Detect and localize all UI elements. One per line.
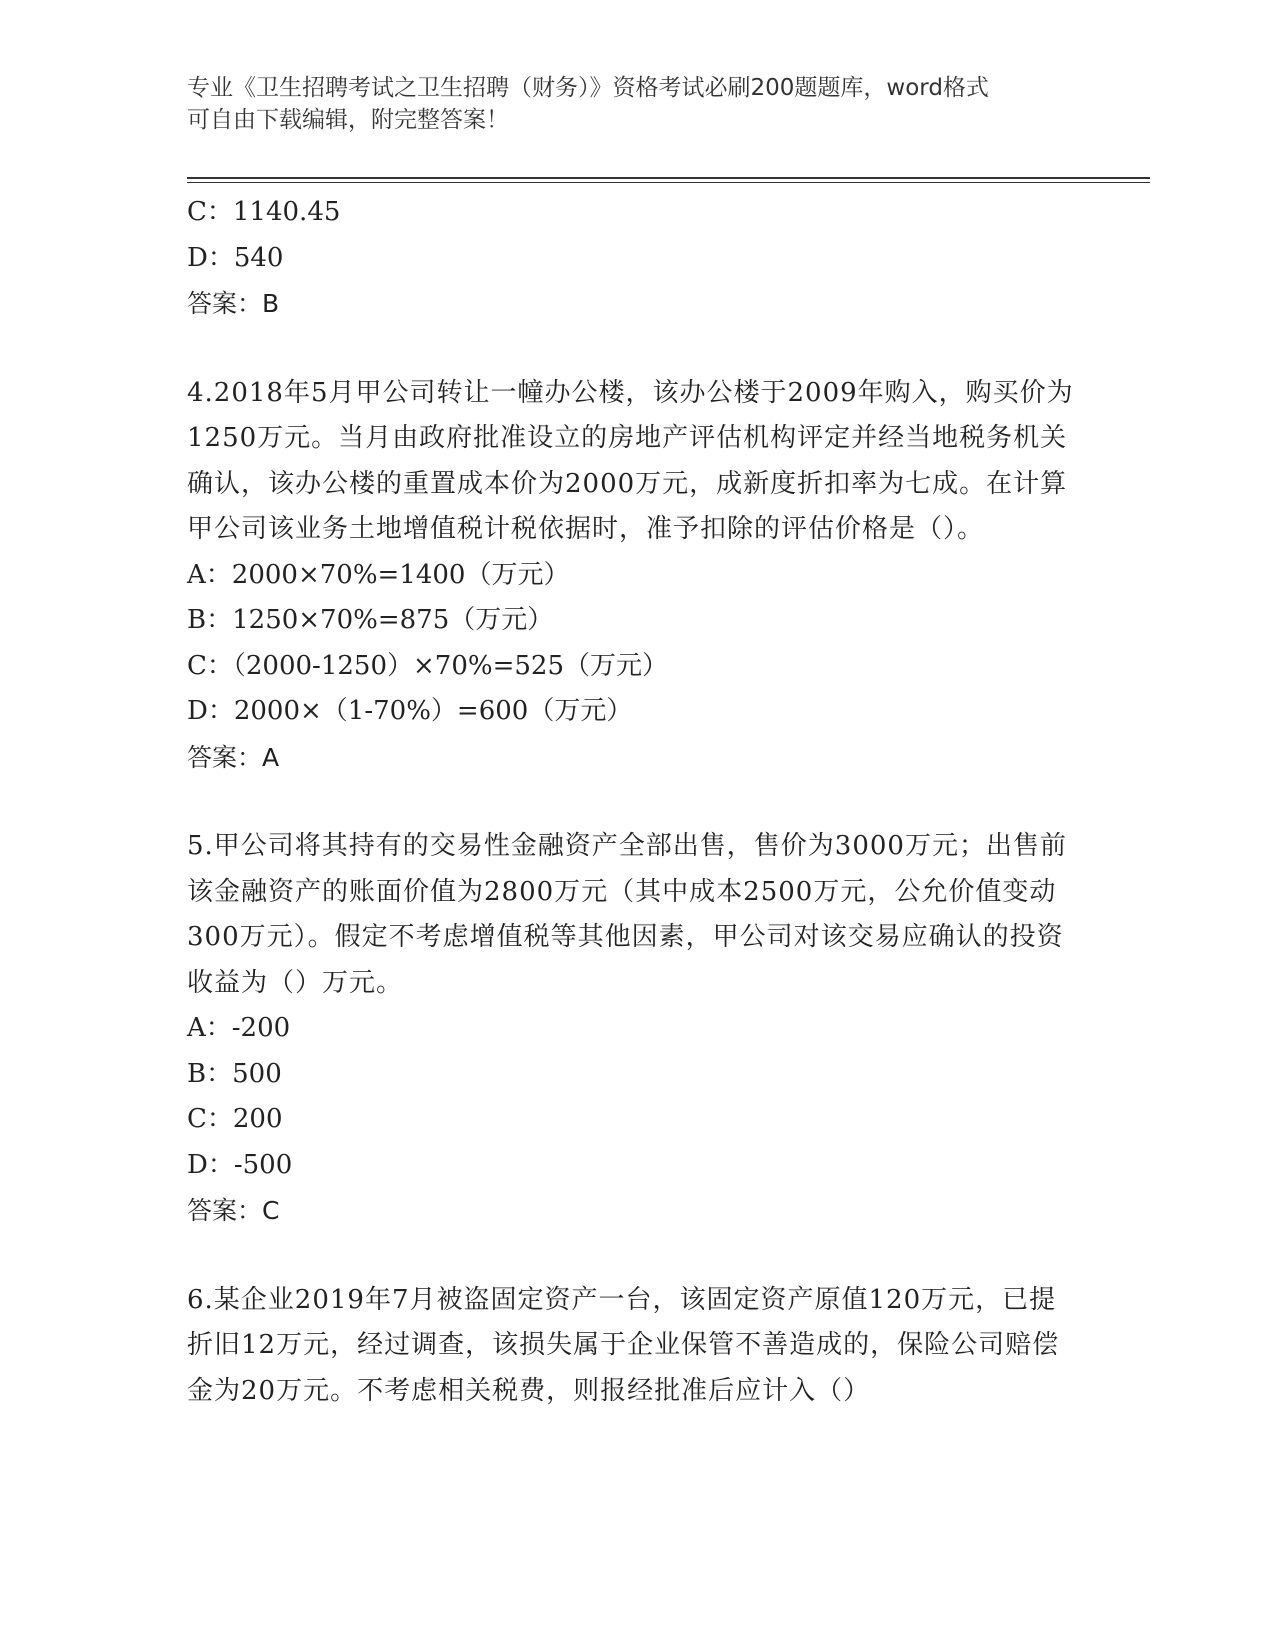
question-stem: 4.2018年5月甲公司转让一幢办公楼，该办公楼于2009年购入，购买价为1250万元。当月由政府批准设立的房地产评估机构评定并经当地税务机关确认，该办公楼的重置成本价为2000万元，成新度折扣率为七成。在计算甲公司该业务土地增值税计税依据时，准予扣除的评估价格是（）。 xyxy=(187,377,1074,544)
header-divider xyxy=(187,177,1150,179)
option-a: A：2000×70%=1400（万元） xyxy=(187,559,570,590)
option-a: A：-200 xyxy=(187,1013,291,1043)
question-content xyxy=(187,190,1077,1414)
answer: 答案：B xyxy=(187,289,280,318)
header-divider-thin xyxy=(187,182,1150,183)
answer: 答案：C xyxy=(187,1196,280,1225)
previous-question-tail xyxy=(187,190,1077,327)
option-d: D：2000×（1-70%）=600（万元） xyxy=(187,696,633,726)
option-b: B：1250×70%=875（万元） xyxy=(187,605,554,635)
question-stem: 5.甲公司将其持有的交易性金融资产全部出售，售价为3000万元；出售前该金融资产的账面价值为2800万元（其中成本2500万元，公允价值变动300万元）。假定不考虑增值税等其他因素，甲公司对该交易应确认的投资收益为（）万元。 xyxy=(187,831,1067,998)
option-b: B：500 xyxy=(187,1058,282,1089)
question-stem: 6.某企业2019年7月被盗固定资产一台，该固定资产原值120万元，已提折旧12万元，经过调查，该损失属于企业保管不善造成的，保险公司赔偿金为20万元。不考虑相关税费，则报经批准后应计入（） xyxy=(187,1284,1060,1406)
option-d: D：540 xyxy=(187,242,284,273)
option-c: C：（2000-1250）×70%=525（万元） xyxy=(187,650,669,681)
header-line-1: 专业《卫生招聘考试之卫生招聘（财务）》资格考试必刷200题题库，word格式 xyxy=(187,75,989,101)
question-6 xyxy=(187,1278,1077,1415)
document-header xyxy=(187,72,1087,136)
question-5 xyxy=(187,824,1077,1234)
option-c: C：200 xyxy=(187,1104,283,1134)
header-line-2: 可自由下载编辑，附完整答案！ xyxy=(187,107,509,133)
question-4 xyxy=(187,371,1077,781)
answer: 答案：A xyxy=(187,742,280,772)
option-d: D：-500 xyxy=(187,1149,293,1180)
option-c: C：1140.45 xyxy=(187,197,341,227)
